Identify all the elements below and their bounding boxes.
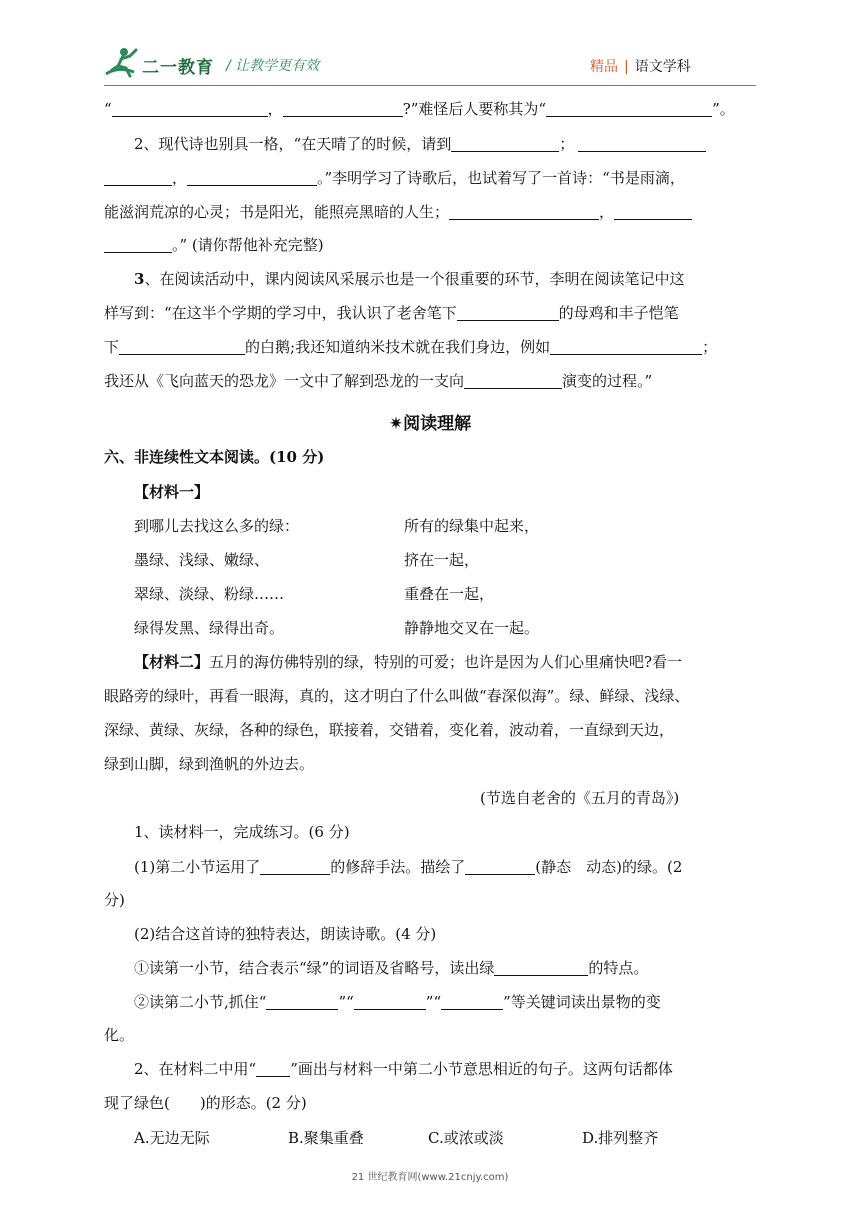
question-1: 1、读材料一，完成练习。(6 分) bbox=[134, 823, 350, 841]
text-line-9: 我还从《飞向蓝天的恐龙》一文中了解到恐龙的一支向 演变的过程。” bbox=[104, 372, 653, 390]
logo-runner-icon bbox=[104, 46, 144, 84]
blank[interactable] bbox=[266, 993, 338, 1010]
blank[interactable] bbox=[104, 169, 172, 186]
blank[interactable] bbox=[441, 993, 503, 1010]
blank[interactable] bbox=[256, 1060, 290, 1077]
page-footer: 21 世纪教育网(www.21cnjy.com) bbox=[351, 1172, 509, 1183]
slogan: / 让教学更有效 bbox=[226, 58, 320, 74]
text-line-8: 下 的白鹅;我还知道纳米技术就在我们身边，例如 ； bbox=[104, 338, 718, 356]
blank[interactable] bbox=[354, 993, 426, 1010]
blank[interactable] bbox=[449, 203, 599, 220]
header-separator: | bbox=[624, 59, 629, 75]
poem-right-3: 重叠在一起， bbox=[404, 585, 495, 603]
material-2-line-2: 眼路旁的绿叶，再看一眼海，真的，这才明白了什么叫做“春深似海”。绿、鲜绿、浅绿、 bbox=[104, 687, 690, 705]
blank[interactable] bbox=[494, 959, 588, 976]
poem-left-4: 绿得发黑、绿得出奇。 bbox=[134, 619, 285, 637]
blank[interactable] bbox=[464, 372, 562, 389]
blank[interactable] bbox=[465, 858, 535, 875]
header-divider bbox=[104, 85, 756, 86]
question-2: 2、在材料二中用“ ”画出与材料一中第二小节意思相近的句子。这两句话都体 bbox=[134, 1060, 673, 1078]
text-line-3: ， 。”李明学习了诗歌后，也试着写了一首诗：“书是雨滴， bbox=[104, 167, 685, 189]
text-line-4: 能滋润荒凉的心灵；书是阳光，能照亮黑暗的人生； ， bbox=[104, 201, 692, 223]
question-1-2-b: ②读第二小节,抓住“ ”“ ”“ ”等关键词读出景物的变 bbox=[134, 993, 661, 1011]
blank[interactable] bbox=[546, 100, 712, 117]
option-a[interactable]: A.无边无际 bbox=[134, 1129, 210, 1147]
material-2-line-1: 【材料二】五月的海仿佛特别的绿，特别的可爱；也许是因为人们心里痛快吧?看一 bbox=[134, 653, 683, 671]
page-header bbox=[0, 0, 860, 92]
text-line-6: 3、在阅读活动中，课内阅读风采展示也是一个很重要的环节，李明在阅读笔记中这 bbox=[134, 270, 685, 288]
question-1-1-cont: 分) bbox=[104, 891, 125, 909]
poem-left-2: 墨绿、浅绿、嫩绿、 bbox=[134, 551, 270, 569]
blank[interactable] bbox=[578, 135, 706, 152]
material-1-label: 【材料一】 bbox=[134, 483, 210, 501]
poem-left-3: 翠绿、淡绿、粉绿…… bbox=[134, 585, 285, 603]
option-b[interactable]: B.聚集重叠 bbox=[288, 1129, 364, 1147]
question-1-1: (1)第二小节运用了 的修辞手法。描绘了 (静态 动态)的绿。(2 bbox=[134, 858, 683, 876]
blank[interactable] bbox=[283, 100, 403, 117]
poem-right-1: 所有的绿集中起来， bbox=[404, 517, 540, 535]
text-line-2: 2、现代诗也别具一格，“在天晴了的时候，请到 ； bbox=[134, 133, 706, 155]
question-1-2-a: ①读第一小节，结合表示“绿”的词语及省略号，读出绿 的特点。 bbox=[134, 959, 649, 977]
blank[interactable] bbox=[451, 135, 559, 152]
blank[interactable] bbox=[187, 169, 317, 186]
text-line-7: 样写到：“在这半个学期的学习中，我认识了老舍笔下 的母鸡和丰子恺笔 bbox=[104, 304, 679, 322]
subject-label: 语文学科 bbox=[634, 59, 691, 75]
question-1-2-b-cont: 化。 bbox=[104, 1026, 135, 1044]
option-c[interactable]: C.或浓或淡 bbox=[428, 1129, 504, 1147]
blank[interactable] bbox=[119, 338, 245, 355]
section-title: ✷阅读理解 bbox=[388, 414, 472, 434]
poem-right-2: 挤在一起， bbox=[404, 551, 480, 569]
text-line-1: “ ， ?”难怪后人要称其为“ ”。 bbox=[104, 100, 735, 118]
premium-label: 精品 bbox=[590, 59, 618, 75]
text-line-5: 。” (请你帮他补充完整) bbox=[104, 234, 324, 256]
header-right bbox=[590, 56, 691, 76]
question-1-2: (2)结合这首诗的独特表达，朗读诗歌。(4 分) bbox=[134, 925, 437, 943]
material-2-line-4: 绿到山脚，绿到渔帆的外边去。 bbox=[104, 755, 315, 773]
material-2-source: (节选自老舍的《五月的青岛》) bbox=[480, 789, 680, 807]
blank[interactable] bbox=[104, 236, 172, 253]
material-2-line-3: 深绿、黄绿、灰绿，各种的绿色，联接着，交错着，变化着，波动着，一直绿到天边， bbox=[104, 721, 675, 739]
blank[interactable] bbox=[260, 858, 330, 875]
blank[interactable] bbox=[457, 304, 559, 321]
option-d[interactable]: D.排列整齐 bbox=[582, 1129, 659, 1147]
poem-right-4: 静静地交叉在一起。 bbox=[404, 619, 540, 637]
logo-text: 二一教育 bbox=[142, 58, 214, 78]
blank[interactable] bbox=[112, 100, 268, 117]
poem-left-1: 到哪儿去找这么多的绿： bbox=[134, 517, 300, 535]
blank[interactable] bbox=[614, 203, 692, 220]
question-6-title: 六、非连续性文本阅读。(10 分) bbox=[104, 448, 325, 466]
question-2-cont: 现了绿色( )的形态。(2 分) bbox=[104, 1094, 307, 1112]
blank[interactable] bbox=[550, 338, 702, 355]
